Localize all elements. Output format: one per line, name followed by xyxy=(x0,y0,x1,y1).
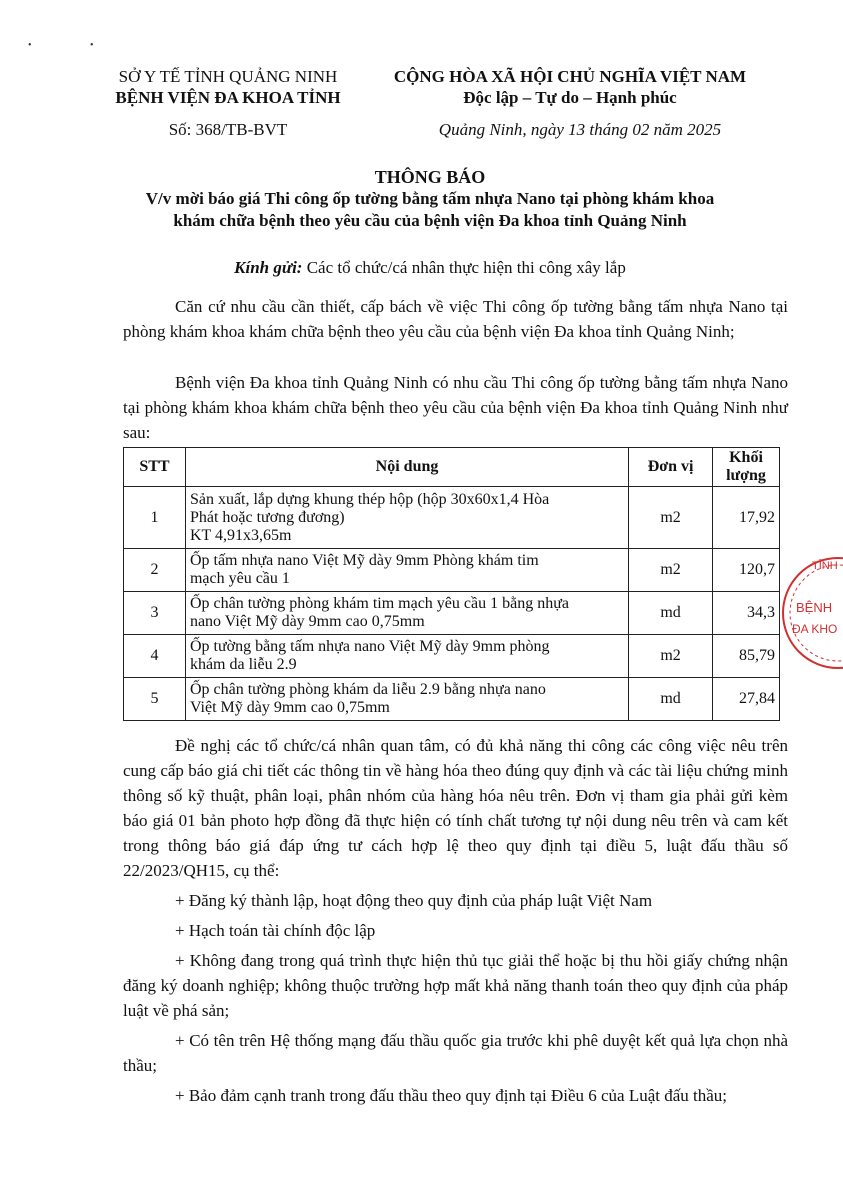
parent-organization: SỞ Y TẾ TỈNH QUẢNG NINH xyxy=(118,67,338,86)
row-unit: md xyxy=(629,592,713,635)
stamp-text-2: BỆNH xyxy=(796,600,833,615)
document-title: THÔNG BÁO xyxy=(374,167,486,187)
national-motto: Độc lập – Tự do – Hạnh phúc xyxy=(463,88,677,107)
list-item: + Không đang trong quá trình thực hiện thủ tục giải thể hoặc bị thu hồi giấy chứng nhận đăng ký doanh nghiệp; không thuộc trường hợp mất khả năng thanh toán theo quy định của pháp luật về phá sản; xyxy=(123,951,788,1020)
header-content: Nội dung xyxy=(185,448,628,487)
row-stt: 3 xyxy=(124,592,186,635)
row-quantity: 120,7 xyxy=(713,549,780,592)
subject-line-1: V/v mời báo giá Thi công ốp tường bằng tấm nhựa Nano tại phòng khám khoa xyxy=(145,189,715,208)
row-quantity: 27,84 xyxy=(713,678,780,721)
subject-line-2: khám chữa bệnh theo yêu cầu của bệnh viện Đa khoa tỉnh Quảng Ninh xyxy=(173,211,687,230)
paragraph-request: Bệnh viện Đa khoa tỉnh Quảng Ninh có nhu cầu Thi công ốp tường bằng tấm nhựa Nano tại phòng khám khoa khám chữa bệnh theo yêu cầu của bệnh viện Đa khoa tỉnh Quảng Ninh như sau: xyxy=(123,373,788,442)
paragraph-basis: Căn cứ nhu cầu cần thiết, cấp bách về việc Thi công ốp tường bằng tấm nhựa Nano tại phòng khám khoa khám chữa bệnh theo yêu cầu của bệnh viện Đa khoa tỉnh Quảng Ninh; xyxy=(123,297,788,341)
scan-marks: • • xyxy=(28,40,122,51)
list-item: + Đăng ký thành lập, hoạt động theo quy định của pháp luật Việt Nam xyxy=(175,891,653,910)
row-quantity: 34,3 xyxy=(713,592,780,635)
table-row xyxy=(124,549,780,592)
volume-table xyxy=(123,447,780,721)
recipient-line xyxy=(60,258,800,278)
row-stt: 2 xyxy=(124,549,186,592)
table-row xyxy=(124,678,780,721)
organization-name: BỆNH VIỆN ĐA KHOA TỈNH xyxy=(115,88,341,107)
national-title-block xyxy=(360,66,780,108)
row-content: Ốp chân tường phòng khám tim mạch yêu cầu 1 bằng nhựa nano Việt Mỹ dày 9mm cao 0,75mm xyxy=(185,592,628,635)
country-name: CỘNG HÒA XÃ HỘI CHỦ NGHĨA VIỆT NAM xyxy=(393,67,747,86)
row-content: Ốp tường bằng tấm nhựa nano Việt Mỹ dày 9mm phòng khám da liễu 2.9 xyxy=(185,635,628,678)
row-content: Ốp tấm nhựa nano Việt Mỹ dày 9mm Phòng khám tim mạch yêu cầu 1 xyxy=(185,549,628,592)
row-stt: 4 xyxy=(124,635,186,678)
list-item: + Bảo đảm cạnh tranh trong đấu thầu theo quy định tại Điều 6 của Luật đấu thầu; xyxy=(175,1086,728,1105)
paragraph-proposal: Đề nghị các tổ chức/cá nhân quan tâm, có đủ khả năng thi công các công việc nêu trên cung cấp báo giá chi tiết các thông tin về hàng hóa theo đúng quy định và các tài liệu chứng minh thông số kỹ thuật, phân loại, phân nhóm của hàng hóa nêu trên. Đơn vị tham gia phải gửi kèm báo giá 01 bản photo hợp đồng đã thực hiện có tính chất tương tự nội dung nêu trên và cam kết trong thông báo giá đáp ứng tư cách hợp lệ theo quy định tại điều 5, luật đấu thầu số 22/2023/QH15, cụ thể: xyxy=(123,736,788,880)
table-row xyxy=(124,592,780,635)
row-stt: 5 xyxy=(124,678,186,721)
row-unit: m2 xyxy=(629,487,713,549)
row-unit: m2 xyxy=(629,549,713,592)
stamp-text-3: ĐA KHO xyxy=(792,622,838,636)
header-quantity: Khối lượng xyxy=(713,448,780,487)
row-content: Sản xuất, lắp dựng khung thép hộp (hộp 30x60x1,4 Hòa Phát hoặc tương đương) KT 4,91x3,65m xyxy=(185,487,628,549)
document-date: Quảng Ninh, ngày 13 tháng 02 năm 2025 xyxy=(438,120,722,139)
list-item: + Hạch toán tài chính độc lập xyxy=(175,921,376,940)
row-stt: 1 xyxy=(124,487,186,549)
requirements-list xyxy=(123,888,788,1113)
recipient-label: Kính gửi: xyxy=(234,258,303,277)
header-unit: Đơn vị xyxy=(629,448,713,487)
row-quantity: 85,79 xyxy=(713,635,780,678)
organization-block xyxy=(88,66,368,108)
recipient-text: Các tổ chức/cá nhân thực hiện thi công xây lắp xyxy=(306,258,626,277)
table-row xyxy=(124,635,780,678)
row-unit: m2 xyxy=(629,635,713,678)
row-quantity: 17,92 xyxy=(713,487,780,549)
row-content: Ốp chân tường phòng khám da liễu 2.9 bằng nhựa nano Việt Mỹ dày 9mm cao 0,75mm xyxy=(185,678,628,721)
table-row xyxy=(124,487,780,549)
header-stt: STT xyxy=(124,448,186,487)
document-number: Số: 368/TB-BVT xyxy=(168,120,288,139)
stamp-text-1: TỈNH xyxy=(812,560,838,572)
row-unit: md xyxy=(629,678,713,721)
list-item: + Có tên trên Hệ thống mạng đấu thầu quốc gia trước khi phê duyệt kết quả lựa chọn nhà thầu; xyxy=(123,1031,788,1075)
document-title-block xyxy=(60,166,800,232)
table-header-row xyxy=(124,448,780,487)
